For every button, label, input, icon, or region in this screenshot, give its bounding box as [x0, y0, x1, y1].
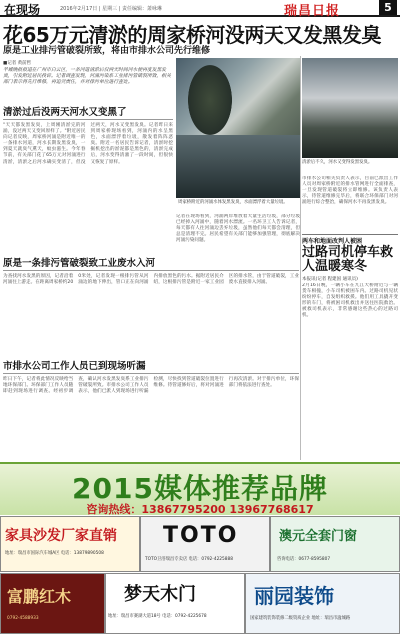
- side-box-divider: [302, 234, 398, 235]
- photo-side-text: [176, 214, 300, 252]
- side-photo: [302, 58, 398, 158]
- ad-toto-title: TOTO: [163, 523, 239, 548]
- side-story-body: 2月16日晚，一辆小车在九江大桥附近与一辆货车相撞，小车司机被困车内。过路司机见状纷纷停车，自发组织救援。他们用工具撬开变形的车门，将被困司机救出并送往医院救治。被救司机表示，非常感谢这些热心的过路司机。: [302, 283, 398, 319]
- section-2-title: 原是一条排污管破裂致工业废水入河: [3, 255, 299, 271]
- ad-doors[interactable]: [105, 573, 245, 634]
- ad-doors-title: 梦天木门: [124, 584, 196, 605]
- side-story: [302, 236, 398, 453]
- ad-windows-info: 咨询电话：0677-8595807: [277, 557, 331, 562]
- lead-paragraph: 羊城晚报报道在广州市白云区，一条河道清淤后仅两天时间河水便再度发黑发臭，引发附近居民投诉。记者调查发现，河涌污染系工业排污管破裂所致，相关部门表示将先行维修，再追究责任，并对排污单位进行查处。: [3, 68, 171, 86]
- section-3-title: 市排水公司工作人员已到现场听漏: [3, 358, 299, 374]
- photo-tree: [188, 65, 231, 135]
- section-1: [3, 104, 173, 247]
- subheadline: 原是工业排污管破裂所致，将由市排水公司先行维修: [3, 46, 211, 56]
- issue-line: 2016年2月17日 | 星期三 | 责任编辑：萧咏琳: [60, 6, 162, 12]
- section-3-body: 昨日下午，记者将此情况反映给当地环保部门。环保部门工作人员随即赶到现场进行调查。经初步调查，确认河水发黑发臭系工业排污管破裂所致。市排水公司工作人员表示，他们已派人到现场进行听漏检测，尽快找到管道破裂位置进行维修。待管道修好后，将对河涌进行再次清淤。对于排污单位，环保部门将依法进行查处。: [3, 377, 299, 395]
- ad-toto-info: TOTO卫浴瑞昌专卖店 电话：0792-4225888: [145, 557, 233, 562]
- section-3: [3, 358, 299, 460]
- advertisement-area: [0, 462, 400, 634]
- right-col-text: [302, 176, 398, 232]
- ad-decoration-info: 国家建筑装饰装修二级资质企业 地址：瑞昌市湓城路: [250, 616, 351, 621]
- side-story-byline: 本报讯(记者 程建国 通讯员): [302, 277, 358, 282]
- section-1-title: 清淤过后没两天河水又变黑了: [3, 104, 173, 120]
- ad-decoration[interactable]: [245, 573, 400, 634]
- ad-toto[interactable]: [140, 516, 270, 572]
- masthead: [0, 0, 400, 17]
- ad-mahogany[interactable]: [0, 573, 105, 634]
- ad-row-2: [0, 573, 400, 634]
- section-2: [3, 255, 299, 351]
- side-photo-caption: 清淤后不久，河水又变得发黑发臭。: [302, 160, 373, 165]
- media-brand-banner[interactable]: [0, 462, 400, 515]
- reporter-byline: ■记者 黄前哲: [3, 61, 32, 66]
- banner-phones: 咨询热线：13867795200 13967768617: [86, 503, 314, 516]
- ad-decoration-title: 丽园装饰: [254, 584, 334, 608]
- ad-windows-title: 澳元全套门窗: [279, 529, 358, 544]
- photo-side-body: 记者在现场看到，河涌两岸堆放着大量生活垃圾，部分垃圾已经掉入河涌中，随着河水漂流。一名环卫工人告诉记者，每天都有人往河涌边丢弃垃圾，虽然他们每天都会清理，但总是清理不完。居民希望有关部门能够加强管理，彻底解决河涌污染问题。: [176, 214, 300, 244]
- side-story-kicker: 两车和地面改判人被困: [302, 238, 363, 245]
- ad-mahogany-title: 富鹏红木: [7, 587, 72, 606]
- ad-furniture-title: 家具沙发厂家直销: [5, 528, 117, 544]
- ad-windows[interactable]: [270, 516, 400, 572]
- right-col-body: 市排水公司相关负责人表示，目前已派出工作人员对周家桥附近的排水管网进行全面排查，一旦发现管道破裂将立即维修。该负责人表示，待管道维修完毕后，将联合环保部门对河涌进行综合整治，确保河水不再发黑发臭。: [302, 176, 398, 206]
- banner-title: 2015媒体推荐品牌: [72, 472, 328, 505]
- ad-doors-info: 地址：瑞昌市赛湖大道18号 电话：0792-4225678: [108, 614, 207, 619]
- ad-row-1: [0, 516, 400, 572]
- main-headline: 花65万元清淤的周家桥河没两天又发黑发臭: [3, 23, 381, 47]
- ad-furniture-info: 地址：瑞昌市国际汽车城A区 电话：13879890508: [5, 551, 104, 556]
- ad-furniture[interactable]: [0, 516, 140, 572]
- newspaper-logo: 瑞昌日报: [284, 4, 341, 19]
- main-photo: [176, 58, 300, 198]
- section-1-body: "天天都发黑发臭，上周刚清淤完的河涌，没过两天又变回原样了。"附近居民向记者反映，周家桥河涌是附近唯一的一条排水河道，河水长期发黑发臭，一到夏天就臭气熏天，蚊虫滋生。今年春节前，有关部门花了65万元对河涌进行清淤，清淤之后河水确实变清了，但没过两天，河水又变黑发臭。记者昨日来到周家桥现场看到，河涌内的水呈黑色，水面漂浮着垃圾，散发着阵阵恶臭。附近一名居民告诉记者，清淤时挖掘机挖出的淤泥都是黑色的，清淤完成后，河水变得清澈了一段时间，但很快又恢复了原样。: [3, 123, 173, 165]
- ad-mahogany-info: 0792-4588933: [7, 616, 39, 621]
- lead-block: [3, 58, 173, 98]
- page-number: 5: [379, 0, 397, 15]
- section-2-body: 为查找河水发黑的原因，记者沿着河涌往上游走。在距离周家桥约200米处，记者发现一根排污管从河涌边的地下伸出，管口正在向河涌内排放黑色的污水。据附近居民介绍，这根排污管是附近一家工业园区的排水管，由于管道破裂，工业废水直接排入河涌。: [3, 274, 299, 286]
- side-story-title: 过路司机停车救人温暖寒冬: [302, 245, 394, 274]
- section-name: 在现场: [4, 3, 41, 17]
- photo-water: [176, 135, 300, 198]
- column-divider: [300, 56, 301, 460]
- main-photo-caption: 周家桥附近的河涌水体发黑发臭，水面漂浮着大量垃圾。: [178, 200, 288, 205]
